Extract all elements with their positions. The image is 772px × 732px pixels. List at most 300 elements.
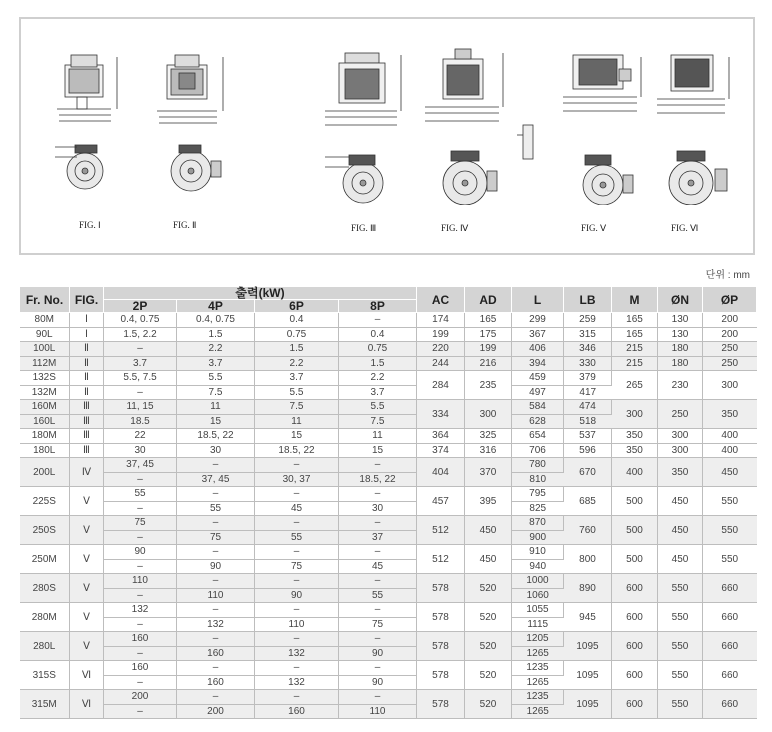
cell-2p: – (104, 617, 177, 632)
cell-frame: 315S (20, 661, 70, 690)
cell-6p: 55 (255, 530, 339, 545)
cell-2p: 3.7 (104, 356, 177, 371)
cell-p: 400 (703, 429, 757, 444)
cell-l: 1235 (512, 661, 564, 676)
cell-n: 550 (658, 574, 703, 603)
cell-frame: 100L (20, 342, 70, 357)
cell-6p: – (255, 487, 339, 502)
cell-4p: – (177, 632, 255, 647)
cell-frame: 180L (20, 443, 70, 458)
table-row (20, 516, 757, 531)
cell-4p: 15 (177, 414, 255, 429)
cell-fig: Ⅱ (70, 356, 104, 371)
cell-ac: 578 (417, 574, 465, 603)
cell-fig: Ⅵ (70, 690, 104, 719)
fig-5-label: FIG. Ⅴ (581, 223, 607, 233)
cell-n: 550 (658, 632, 703, 661)
cell-2p: 160 (104, 661, 177, 676)
cell-4p: 132 (177, 617, 255, 632)
cell-4p: – (177, 487, 255, 502)
cell-l: 1000 (512, 574, 564, 589)
cell-l: 299 (512, 313, 564, 328)
cell-l: 367 (512, 327, 564, 342)
cell-6p: 11 (255, 414, 339, 429)
cell-frame: 112M (20, 356, 70, 371)
cell-l: 1265 (512, 704, 564, 719)
cell-lb: 518 (564, 414, 612, 429)
cell-l: 870 (512, 516, 564, 531)
cell-frame: 180M (20, 429, 70, 444)
cell-8p: 11 (339, 429, 417, 444)
cell-8p: 7.5 (339, 414, 417, 429)
cell-ad: 520 (465, 574, 512, 603)
cell-m: 165 (612, 327, 658, 342)
cell-ac: 284 (417, 371, 465, 400)
cell-6p: 110 (255, 617, 339, 632)
cell-4p: 55 (177, 501, 255, 516)
cell-ad: 316 (465, 443, 512, 458)
cell-6p: 0.4 (255, 313, 339, 328)
cell-frame: 250S (20, 516, 70, 545)
cell-ac: 512 (417, 545, 465, 574)
cell-l: 497 (512, 385, 564, 400)
cell-n: 450 (658, 487, 703, 516)
cell-lb: 474 (564, 400, 612, 415)
header-l: L (512, 287, 564, 313)
cell-2p: – (104, 675, 177, 690)
cell-ac: 578 (417, 603, 465, 632)
cell-ad: 520 (465, 690, 512, 719)
cell-p: 450 (703, 458, 757, 487)
cell-fig: Ⅴ (70, 487, 104, 516)
cell-frame: 160L (20, 414, 70, 429)
cell-6p: 132 (255, 675, 339, 690)
cell-p: 660 (703, 690, 757, 719)
cell-l: 910 (512, 545, 564, 560)
cell-n: 180 (658, 356, 703, 371)
cell-8p: 30 (339, 501, 417, 516)
cell-p: 200 (703, 327, 757, 342)
cell-n: 450 (658, 545, 703, 574)
header-6p: 6P (255, 300, 339, 313)
table-row (20, 661, 757, 676)
cell-8p: 45 (339, 559, 417, 574)
cell-n: 550 (658, 690, 703, 719)
cell-m: 215 (612, 356, 658, 371)
cell-6p: 7.5 (255, 400, 339, 415)
cell-l: 628 (512, 414, 564, 429)
cell-4p: – (177, 661, 255, 676)
cell-lb: 259 (564, 313, 612, 328)
cell-m: 600 (612, 603, 658, 632)
cell-6p: 1.5 (255, 342, 339, 357)
cell-l: 1055 (512, 603, 564, 618)
cell-m: 215 (612, 342, 658, 357)
cell-8p: 55 (339, 588, 417, 603)
cell-p: 660 (703, 574, 757, 603)
cell-l: 780 (512, 458, 564, 473)
cell-lb: 1095 (564, 690, 612, 719)
cell-6p: 75 (255, 559, 339, 574)
cell-ad: 325 (465, 429, 512, 444)
fig-4-label: FIG. Ⅳ (441, 223, 469, 233)
cell-ac: 404 (417, 458, 465, 487)
cell-fig: Ⅴ (70, 516, 104, 545)
cell-p: 660 (703, 603, 757, 632)
cell-6p: 5.5 (255, 385, 339, 400)
cell-n: 250 (658, 400, 703, 429)
cell-2p: 1.5, 2.2 (104, 327, 177, 342)
cell-4p: – (177, 690, 255, 705)
cell-8p: 18.5, 22 (339, 472, 417, 487)
table-row (20, 371, 757, 386)
cell-l: 406 (512, 342, 564, 357)
cell-6p: 45 (255, 501, 339, 516)
cell-8p: – (339, 313, 417, 328)
cell-m: 350 (612, 429, 658, 444)
cell-n: 350 (658, 458, 703, 487)
cell-4p: 200 (177, 704, 255, 719)
header-fig: FIG. (70, 287, 104, 313)
cell-4p: 75 (177, 530, 255, 545)
cell-8p: – (339, 603, 417, 618)
cell-ac: 199 (417, 327, 465, 342)
cell-8p: – (339, 574, 417, 589)
cell-l: 459 (512, 371, 564, 386)
cell-fig: Ⅴ (70, 574, 104, 603)
cell-4p: – (177, 516, 255, 531)
cell-lb: 1095 (564, 632, 612, 661)
figure-panel (19, 17, 755, 255)
cell-lb: 945 (564, 603, 612, 632)
cell-4p: – (177, 603, 255, 618)
cell-p: 400 (703, 443, 757, 458)
cell-frame: 132S (20, 371, 70, 386)
cell-8p: 37 (339, 530, 417, 545)
fig-4-drawing (421, 45, 511, 210)
cell-6p: 18.5, 22 (255, 443, 339, 458)
cell-fig: Ⅲ (70, 443, 104, 458)
cell-8p: – (339, 690, 417, 705)
header-4p: 4P (177, 300, 255, 313)
cell-ad: 165 (465, 313, 512, 328)
cell-fig: Ⅱ (70, 371, 104, 386)
table-row (20, 574, 757, 589)
table-row (20, 342, 757, 357)
cell-ac: 334 (417, 400, 465, 429)
cell-ac: 174 (417, 313, 465, 328)
cell-lb: 315 (564, 327, 612, 342)
cell-4p: 7.5 (177, 385, 255, 400)
cell-ad: 395 (465, 487, 512, 516)
cell-ad: 175 (465, 327, 512, 342)
cell-6p: 2.2 (255, 356, 339, 371)
cell-8p: – (339, 661, 417, 676)
cell-2p: – (104, 342, 177, 357)
cell-4p: – (177, 574, 255, 589)
cell-2p: 22 (104, 429, 177, 444)
cell-lb: 417 (564, 385, 612, 400)
cell-frame: 90L (20, 327, 70, 342)
cell-n: 550 (658, 661, 703, 690)
cell-p: 250 (703, 356, 757, 371)
cell-2p: 18.5 (104, 414, 177, 429)
cell-4p: 30 (177, 443, 255, 458)
table-row (20, 487, 757, 502)
cell-2p: 37, 45 (104, 458, 177, 473)
cell-l: 1115 (512, 617, 564, 632)
cell-6p: – (255, 516, 339, 531)
cell-m: 600 (612, 661, 658, 690)
cell-frame: 160M (20, 400, 70, 415)
cell-6p: – (255, 545, 339, 560)
cell-p: 660 (703, 632, 757, 661)
cell-4p: 0.4, 0.75 (177, 313, 255, 328)
cell-n: 450 (658, 516, 703, 545)
cell-8p: 90 (339, 646, 417, 661)
cell-2p: – (104, 530, 177, 545)
cell-8p: 75 (339, 617, 417, 632)
cell-n: 550 (658, 603, 703, 632)
cell-6p: 160 (255, 704, 339, 719)
cell-l: 810 (512, 472, 564, 487)
cell-2p: – (104, 385, 177, 400)
fig-3-drawing (321, 45, 411, 210)
cell-fig: Ⅱ (70, 342, 104, 357)
header-ad: AD (465, 287, 512, 313)
cell-fig: Ⅴ (70, 545, 104, 574)
cell-p: 250 (703, 342, 757, 357)
cell-6p: 0.75 (255, 327, 339, 342)
fig-2-drawing (149, 47, 239, 202)
cell-2p: 75 (104, 516, 177, 531)
cell-l: 940 (512, 559, 564, 574)
spec-table (19, 286, 757, 719)
cell-m: 600 (612, 632, 658, 661)
cell-4p: 160 (177, 675, 255, 690)
cell-ac: 220 (417, 342, 465, 357)
cell-8p: 90 (339, 675, 417, 690)
cell-6p: – (255, 458, 339, 473)
cell-2p: – (104, 646, 177, 661)
cell-lb: 670 (564, 458, 612, 487)
cell-l: 795 (512, 487, 564, 502)
cell-8p: – (339, 545, 417, 560)
table-row (20, 545, 757, 560)
cell-8p: – (339, 632, 417, 647)
cell-p: 550 (703, 516, 757, 545)
cell-2p: – (104, 588, 177, 603)
cell-n: 130 (658, 327, 703, 342)
cell-l: 394 (512, 356, 564, 371)
cell-l: 1265 (512, 646, 564, 661)
cell-8p: 0.75 (339, 342, 417, 357)
cell-ac: 364 (417, 429, 465, 444)
cell-lb: 800 (564, 545, 612, 574)
cell-fig: Ⅴ (70, 603, 104, 632)
cell-frame: 280M (20, 603, 70, 632)
cell-frame: 80M (20, 313, 70, 328)
cell-p: 350 (703, 400, 757, 429)
cell-n: 180 (658, 342, 703, 357)
header-output: 출력(kW) (104, 287, 417, 300)
header-ac: AC (417, 287, 465, 313)
header-n: ØN (658, 287, 703, 313)
cell-ad: 300 (465, 400, 512, 429)
cell-4p: – (177, 545, 255, 560)
cell-6p: 90 (255, 588, 339, 603)
cell-frame: 280S (20, 574, 70, 603)
cell-m: 350 (612, 443, 658, 458)
cell-4p: 11 (177, 400, 255, 415)
cell-8p: – (339, 458, 417, 473)
table-row (20, 603, 757, 618)
table-row (20, 690, 757, 705)
cell-8p: 1.5 (339, 356, 417, 371)
cell-p: 550 (703, 545, 757, 574)
cell-2p: – (104, 704, 177, 719)
cell-2p: – (104, 472, 177, 487)
cell-2p: 90 (104, 545, 177, 560)
header-8p: 8P (339, 300, 417, 313)
cell-ad: 520 (465, 632, 512, 661)
cell-l: 1060 (512, 588, 564, 603)
table-row (20, 443, 757, 458)
cell-6p: 15 (255, 429, 339, 444)
cell-4p: 2.2 (177, 342, 255, 357)
cell-n: 230 (658, 371, 703, 400)
cell-2p: 110 (104, 574, 177, 589)
cell-l: 584 (512, 400, 564, 415)
cell-fig: Ⅰ (70, 313, 104, 328)
cell-ac: 374 (417, 443, 465, 458)
cell-lb: 379 (564, 371, 612, 386)
header-m: M (612, 287, 658, 313)
cell-4p: 160 (177, 646, 255, 661)
cell-m: 500 (612, 516, 658, 545)
cell-6p: 3.7 (255, 371, 339, 386)
table-row (20, 429, 757, 444)
cell-l: 825 (512, 501, 564, 516)
cell-ac: 578 (417, 661, 465, 690)
cell-m: 165 (612, 313, 658, 328)
cell-ac: 512 (417, 516, 465, 545)
cell-frame: 132M (20, 385, 70, 400)
cell-8p: 2.2 (339, 371, 417, 386)
table-row (20, 356, 757, 371)
fig-2-label: FIG. Ⅱ (173, 220, 197, 230)
cell-2p: 30 (104, 443, 177, 458)
cell-m: 300 (612, 400, 658, 429)
cell-6p: 30, 37 (255, 472, 339, 487)
table-row (20, 400, 757, 415)
cell-l: 900 (512, 530, 564, 545)
cell-n: 130 (658, 313, 703, 328)
cell-2p: 0.4, 0.75 (104, 313, 177, 328)
cell-m: 400 (612, 458, 658, 487)
cell-8p: 15 (339, 443, 417, 458)
cell-6p: 132 (255, 646, 339, 661)
cell-p: 660 (703, 661, 757, 690)
cell-6p: – (255, 661, 339, 676)
cell-ac: 578 (417, 690, 465, 719)
cell-m: 500 (612, 487, 658, 516)
cell-frame: 200L (20, 458, 70, 487)
table-row (20, 632, 757, 647)
header-p: ØP (703, 287, 757, 313)
cell-8p: 3.7 (339, 385, 417, 400)
cell-2p: 55 (104, 487, 177, 502)
cell-p: 550 (703, 487, 757, 516)
fig-1-drawing (49, 47, 129, 202)
cell-8p: – (339, 516, 417, 531)
cell-l: 706 (512, 443, 564, 458)
fig-6-label: FIG. Ⅵ (671, 223, 699, 233)
cell-lb: 537 (564, 429, 612, 444)
cell-4p: 110 (177, 588, 255, 603)
cell-l: 654 (512, 429, 564, 444)
cell-n: 300 (658, 429, 703, 444)
cell-fig: Ⅱ (70, 385, 104, 400)
cell-ad: 216 (465, 356, 512, 371)
cell-n: 300 (658, 443, 703, 458)
cell-8p: 110 (339, 704, 417, 719)
table-row (20, 458, 757, 473)
cell-frame: 225S (20, 487, 70, 516)
cell-2p: 132 (104, 603, 177, 618)
cell-l: 1205 (512, 632, 564, 647)
cell-4p: 90 (177, 559, 255, 574)
fig-5-drawing (509, 45, 659, 210)
cell-ad: 450 (465, 545, 512, 574)
cell-8p: 5.5 (339, 400, 417, 415)
cell-2p: 11, 15 (104, 400, 177, 415)
cell-2p: 5.5, 7.5 (104, 371, 177, 386)
cell-fig: Ⅵ (70, 661, 104, 690)
cell-fig: Ⅰ (70, 327, 104, 342)
cell-frame: 280L (20, 632, 70, 661)
fig-3-label: FIG. Ⅲ (351, 223, 377, 233)
cell-ad: 370 (465, 458, 512, 487)
cell-4p: 1.5 (177, 327, 255, 342)
cell-2p: – (104, 559, 177, 574)
cell-4p: 5.5 (177, 371, 255, 386)
cell-fig: Ⅲ (70, 400, 104, 415)
cell-fig: Ⅲ (70, 429, 104, 444)
cell-lb: 890 (564, 574, 612, 603)
cell-8p: 0.4 (339, 327, 417, 342)
cell-ac: 244 (417, 356, 465, 371)
cell-l: 1265 (512, 675, 564, 690)
cell-6p: – (255, 603, 339, 618)
cell-6p: – (255, 574, 339, 589)
header-lb: LB (564, 287, 612, 313)
cell-6p: – (255, 632, 339, 647)
cell-2p: 200 (104, 690, 177, 705)
cell-lb: 760 (564, 516, 612, 545)
cell-ac: 457 (417, 487, 465, 516)
header-2p: 2P (104, 300, 177, 313)
cell-8p: – (339, 487, 417, 502)
header-frame: Fr. No. (20, 287, 70, 313)
cell-fig: Ⅳ (70, 458, 104, 487)
cell-frame: 315M (20, 690, 70, 719)
cell-l: 1235 (512, 690, 564, 705)
cell-m: 600 (612, 690, 658, 719)
cell-fig: Ⅲ (70, 414, 104, 429)
cell-2p: 160 (104, 632, 177, 647)
cell-lb: 1095 (564, 661, 612, 690)
